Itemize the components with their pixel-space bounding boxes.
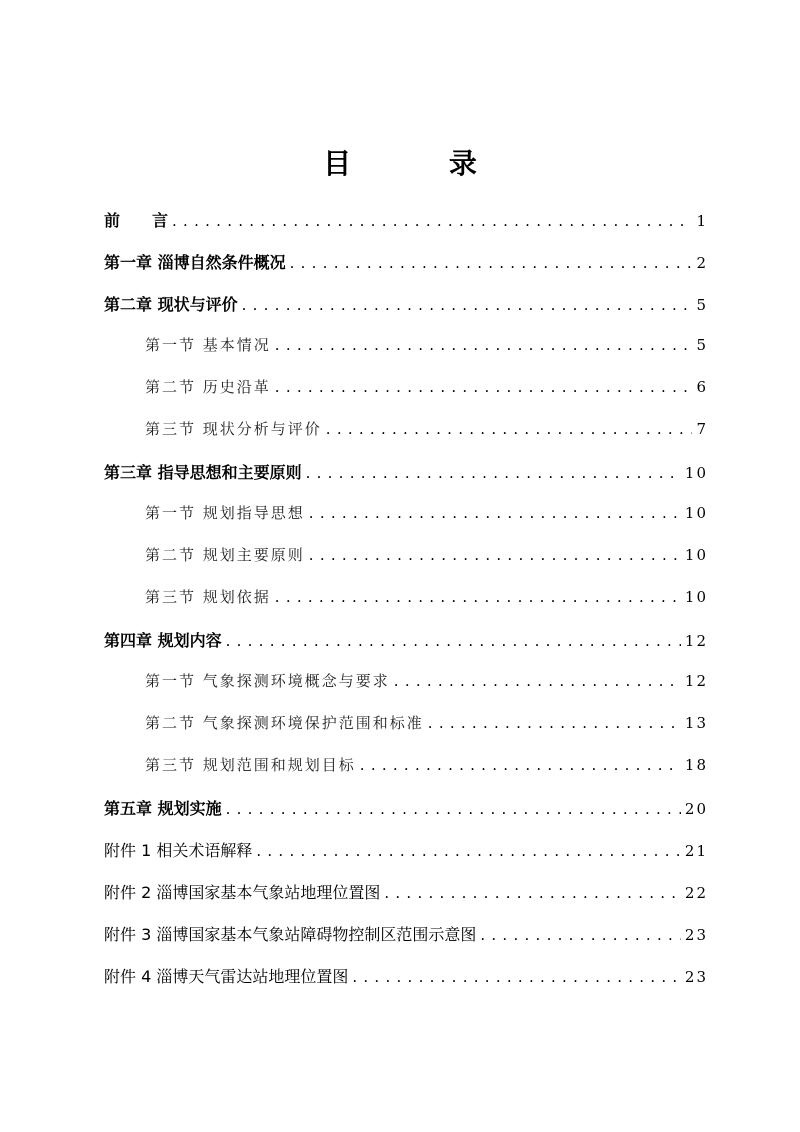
dot-leader	[428, 714, 681, 732]
dot-leader	[352, 968, 681, 986]
toc-entry-label: 第二节 规划主要原则	[145, 546, 305, 564]
dot-leader	[309, 504, 681, 522]
toc-page-number: 7	[696, 420, 708, 438]
toc-entry-appendix[interactable]	[104, 880, 706, 922]
toc-page-number: 13	[684, 714, 708, 732]
toc-page-number: 5	[696, 336, 708, 354]
dot-leader	[226, 632, 681, 650]
toc-page-number: 12	[684, 672, 708, 690]
toc-page-number: 22	[684, 884, 708, 902]
toc-entry-chapter[interactable]	[104, 796, 706, 838]
toc-entry-label: 第二节 历史沿革	[145, 378, 271, 396]
dot-leader	[384, 884, 681, 902]
toc-entry-section[interactable]	[104, 544, 706, 586]
toc-entry-label: 附件 2 淄博国家基本气象站地理位置图	[104, 883, 381, 902]
toc-page-number: 5	[696, 296, 708, 314]
toc-page-number: 20	[684, 800, 708, 818]
toc-entry-appendix[interactable]	[104, 838, 706, 880]
toc-entry-chapter[interactable]	[104, 208, 706, 250]
toc-entry-section[interactable]	[104, 502, 706, 544]
dot-leader	[275, 588, 681, 606]
toc-page-number: 10	[684, 504, 708, 522]
dot-leader	[242, 296, 693, 314]
toc-page-number: 10	[684, 464, 708, 482]
dot-leader	[360, 756, 681, 774]
toc-entry-label: 第三章 指导思想和主要原则	[104, 463, 302, 482]
toc-page-number: 21	[684, 842, 708, 860]
toc-entry-section[interactable]	[104, 376, 706, 418]
toc-entry-label: 第三节 现状分析与评价	[145, 420, 322, 438]
toc-page-number: 2	[696, 254, 708, 272]
toc-entry-appendix[interactable]	[104, 922, 706, 964]
toc-entry-section[interactable]	[104, 586, 706, 628]
dot-leader	[290, 254, 693, 272]
toc-page-number: 10	[684, 588, 708, 606]
dot-leader	[172, 212, 692, 230]
toc-entry-label: 第一节 气象探测环境概念与要求	[145, 672, 390, 690]
toc-page-number: 18	[684, 756, 708, 774]
table-of-contents	[104, 208, 706, 1006]
toc-entry-label: 附件 4 淄博天气雷达站地理位置图	[104, 967, 349, 986]
dot-leader	[275, 336, 693, 354]
toc-entry-label: 第四章 规划内容	[104, 631, 222, 650]
toc-entry-chapter[interactable]	[104, 460, 706, 502]
toc-entry-chapter[interactable]	[104, 250, 706, 292]
page-title: 目 录	[323, 147, 521, 180]
toc-entry-section[interactable]	[104, 712, 706, 754]
toc-entry-label: 第五章 规划实施	[104, 799, 222, 818]
toc-page-number: 10	[684, 546, 708, 564]
toc-entry-label: 附件 3 淄博国家基本气象站障碍物控制区范围示意图	[104, 925, 477, 944]
toc-entry-section[interactable]	[104, 670, 706, 712]
toc-entry-appendix[interactable]	[104, 964, 706, 1006]
toc-entry-label: 第一节 规划指导思想	[145, 504, 305, 522]
toc-entry-chapter[interactable]	[104, 628, 706, 670]
dot-leader	[306, 464, 681, 482]
dot-leader	[226, 800, 681, 818]
toc-entry-label: 第二节 气象探测环境保护范围和标准	[145, 714, 424, 732]
toc-page-number: 23	[684, 968, 708, 986]
toc-entry-section[interactable]	[104, 418, 706, 460]
toc-entry-chapter[interactable]	[104, 292, 706, 334]
dot-leader	[480, 926, 681, 944]
dot-leader	[309, 546, 681, 564]
dot-leader	[394, 672, 681, 690]
toc-page-number: 23	[684, 926, 708, 944]
toc-entry-label: 第一章 淄博自然条件概况	[104, 253, 286, 272]
toc-entry-section[interactable]	[104, 334, 706, 376]
dot-leader	[275, 378, 693, 396]
toc-entry-label: 第二章 现状与评价	[104, 295, 238, 314]
toc-page-number: 1	[696, 212, 708, 230]
toc-entry-label: 第三节 规划范围和规划目标	[145, 756, 356, 774]
toc-entry-label: 前 言	[104, 211, 169, 230]
dot-leader	[326, 420, 693, 438]
toc-entry-label: 第三节 规划依据	[145, 588, 271, 606]
toc-entry-section[interactable]	[104, 754, 706, 796]
toc-entry-label: 第一节 基本情况	[145, 336, 271, 354]
toc-page-number: 6	[696, 378, 708, 396]
toc-page-number: 12	[684, 632, 708, 650]
toc-entry-label: 附件 1 相关术语解释	[104, 841, 253, 860]
dot-leader	[256, 842, 681, 860]
